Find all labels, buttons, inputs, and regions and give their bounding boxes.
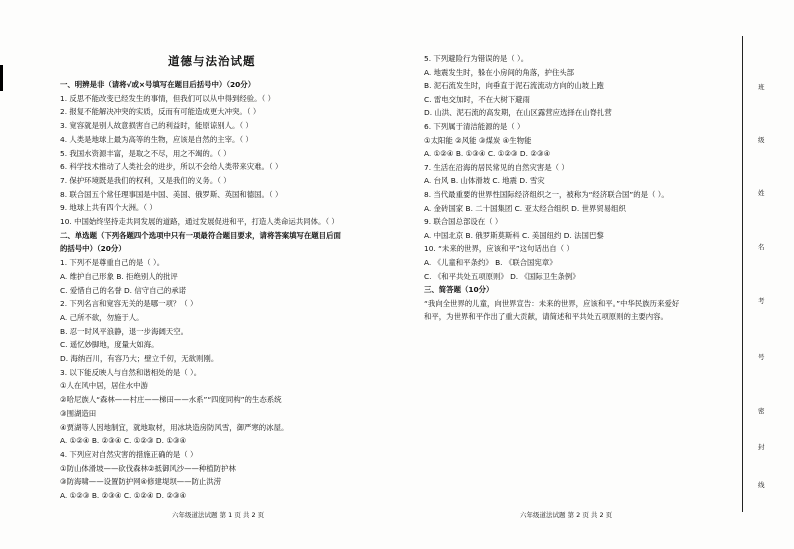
question-line: 8. 联合国五个常任理事国是中国、美国、俄罗斯、英国和德国。（ ） bbox=[60, 189, 283, 199]
question-line: ③防海啸——设置防护网④修建堤坝——防止洪涝 bbox=[60, 477, 222, 487]
binding-label: 名 bbox=[758, 243, 765, 251]
question-line: 7. 保护环境既是我们的权利，又是我们的义务。（ ） bbox=[60, 175, 231, 185]
binding-label: 封 bbox=[758, 443, 765, 451]
binding-label: 号 bbox=[758, 353, 765, 361]
question-line: 7. 生活在沿海的居民常见的自然灾害是（ ） bbox=[424, 162, 569, 172]
binding-label: 考 bbox=[758, 297, 765, 305]
section-heading: 的括号中）（20分） bbox=[60, 244, 126, 254]
section-heading: 一、明辨是非（请将√或×号填写在题目后括号中）（20分） bbox=[60, 80, 256, 89]
question-line: C. 雷电交加时，不在大树下避雨 bbox=[424, 94, 530, 104]
question-line: A. 维护自己形象 B. 拒绝别人的批评 bbox=[60, 271, 178, 281]
question-line: A. 台风 B. 山体滑坡 C. 地震 D. 雪灾 bbox=[424, 176, 545, 186]
question-line: A. 《儿童和平条约》 B. 《联合国宪章》 bbox=[424, 258, 557, 267]
question-line: 9. 地球上共有四个大洲。（ ） bbox=[60, 203, 157, 213]
question-line: A. ①②④ B. ①③④ C. ①②③ D. ②③④ bbox=[424, 149, 551, 159]
binding-label: 班 bbox=[758, 83, 765, 91]
question-line: 6. 下列属于清洁能源的是（ ） bbox=[424, 122, 525, 131]
question-line: 3. 宽容就是别人故意损害自己的利益时，能原谅别人。（ ） bbox=[60, 121, 253, 131]
question-line: 4. 人类是地球上最为高等的生物，应该是自然的主宰。（ ） bbox=[60, 134, 253, 144]
question-line: ①防山体滑坡——砍伐森林②抵御风沙——种植防护林 bbox=[60, 463, 236, 473]
question-line: 1. 反思不能改变已经发生的事情，但我们可以从中得到经验。（ ） bbox=[60, 93, 275, 103]
question-line: ③围湖造田 bbox=[60, 408, 97, 418]
question-line: B. 忍一时风平浪静，退一步海阔天空。 bbox=[60, 326, 189, 336]
exam-title: 道德与法治试题 bbox=[168, 54, 256, 68]
question-line: 10. “未来的世界，应该和平”这句话出自（ ） bbox=[424, 244, 574, 254]
binding-label: 线 bbox=[758, 481, 765, 489]
question-line: 4. 下列应对自然灾害的措施正确的是（ ） bbox=[60, 449, 198, 459]
question-line: 2. 报复不能解决冲突的实质，反而有可能造成更大冲突。（ ） bbox=[60, 107, 261, 117]
question-line: A. 己所不欲，勿施于人。 bbox=[60, 312, 144, 322]
registration-mark bbox=[0, 65, 3, 91]
question-line: C. 爱惜自己的名誉 D. 信守自己的承诺 bbox=[60, 285, 187, 295]
question-line: A. 地震发生时，躲在小房间的角落，护住头部 bbox=[424, 67, 575, 77]
question-line: ①太阳能 ②风能 ③煤炭 ④生物能 bbox=[424, 135, 532, 145]
question-line: A. ①②③ B. ②③④ C. ①②④ D. ②③④ bbox=[60, 491, 187, 500]
question-line: ①人在风中居，居住水中游 bbox=[60, 381, 148, 391]
question-line: 9. 联合国总部设在（ ） bbox=[424, 217, 503, 227]
footer-page-1: 六年级道法试题 第 1 页 共 2 页 bbox=[172, 511, 265, 519]
section-heading: 三、简答题（10分） bbox=[424, 285, 494, 295]
question-line: A. 金砖国家 B. 二十国集团 C. 亚太经合组织 D. 世界贸易组织 bbox=[424, 203, 626, 213]
question-line: D. 山洪、泥石流的高发期，在山区露营应选择在山脊扎营 bbox=[424, 108, 612, 118]
question-line: D. 海纳百川，有容乃大；壁立千仞，无欲则刚。 bbox=[60, 354, 219, 363]
question-line: B. 泥石流发生时，向垂直于泥石流流动方向的山坡上跑 bbox=[424, 81, 604, 91]
question-line: ②哈尼族人“森林——村庄——梯田——水系”“四度同构”的生态系统 bbox=[60, 395, 282, 405]
question-line: 5. 下列避险行为错误的是（ ）。 bbox=[424, 54, 529, 63]
binding-label: 姓 bbox=[758, 189, 765, 197]
question-line: 8. 当代最重要的世界性国际经济组织之一，被称为“经济联合国”的是（ ）。 bbox=[424, 190, 669, 199]
question-line: 10. 中国始终坚持走共同发展的道路，通过发展促进和平，打造人类命运共同体。（ ） bbox=[60, 217, 339, 226]
binding-label: 密 bbox=[758, 407, 765, 415]
question-line: “我向全世界的儿童，向世界宣告：未来的世界，应该和平。”中华民族历来爱好 bbox=[424, 298, 680, 308]
binding-line bbox=[742, 36, 743, 512]
question-line: 5. 我国水资源丰富，是取之不尽，用之不竭的。（ ） bbox=[60, 148, 231, 158]
question-line: C. 遥忆妙脚地，度量大如海。 bbox=[60, 340, 159, 350]
binding-label: 级 bbox=[758, 136, 765, 144]
question-line: 和平，为世界和平作出了重大贡献，请简述和平共处五项原则的主要内容。 bbox=[424, 312, 668, 322]
question-line: 2. 下列名言和宽容无关的是哪一项？（ ） bbox=[60, 299, 198, 309]
question-line: ④贾湖等人因地制宜，就地取材，用冰块造房防风雪，御严寒的冰屋。 bbox=[60, 422, 289, 432]
question-line: A. 中国北京 B. 俄罗斯莫斯科 C. 美国纽约 D. 法国巴黎 bbox=[424, 230, 604, 240]
question-line: A. ①②④ B. ②③④ C. ①②③ D. ①③④ bbox=[60, 436, 187, 446]
question-line: 6. 科学技术推动了人类社会的进步，所以不会给人类带来灾难。（ ） bbox=[60, 162, 283, 172]
question-line: C. 《和平共处五项原则》 D. 《国际卫生条例》 bbox=[424, 271, 580, 281]
footer-page-2: 六年级道法试题 第 2 页 共 2 页 bbox=[520, 511, 613, 519]
question-line: 1. 下列不是尊重自己的是（ ）。 bbox=[60, 258, 165, 268]
question-line: 3. 以下能反映人与自然和谐相处的是（ ）。 bbox=[60, 367, 202, 377]
section-heading: 二、单选题（下列各题四个选项中只有一项最符合题目要求，请将答案填写在题目后面 bbox=[60, 230, 341, 240]
